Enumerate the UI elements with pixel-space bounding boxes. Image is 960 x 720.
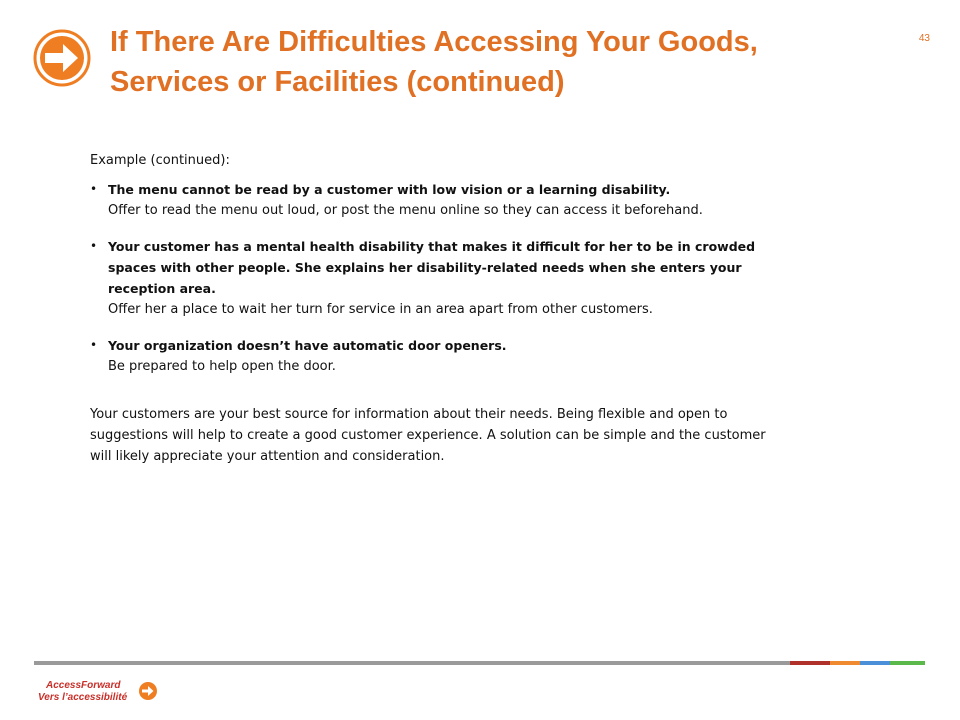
content-body bbox=[90, 150, 770, 467]
page-title: If There Are Difficulties Accessing Your Goods, Services or Facilities (continued) bbox=[110, 26, 758, 98]
footer-bar-red bbox=[790, 661, 830, 665]
footer-bar-orange bbox=[830, 661, 860, 665]
list-item bbox=[90, 236, 770, 320]
logo-text-line1: AccessForward bbox=[46, 680, 121, 691]
logo-text-line2: Vers l’accessibilité bbox=[38, 692, 128, 703]
bullet-heading: • The menu cannot be read by a customer with low vision or a learning disability. bbox=[108, 182, 671, 197]
bullet-list bbox=[90, 179, 770, 377]
accessforward-logo bbox=[38, 678, 168, 708]
closing-paragraph: Your customers are your best source for information about their needs. Being flexible and open to suggestions will help to create a good customer experience. A solution can be simple and the customer will likely appreciate your attention and consideration. bbox=[90, 407, 766, 464]
arrow-circle-small-icon bbox=[138, 681, 158, 701]
footer-bar-green bbox=[890, 661, 925, 665]
footer-bar-blue bbox=[860, 661, 890, 665]
bullet-detail: Offer her a place to wait her turn for service in an area apart from other customers. bbox=[108, 302, 653, 317]
bullet-heading: • Your customer has a mental health disability that makes it difficult for her to be in crowded spaces with other people. She explains her disability-related needs when she enters your reception area. bbox=[108, 239, 756, 296]
bullet-detail: Offer to read the menu out loud, or post the menu online so they can access it beforehand. bbox=[108, 203, 703, 218]
list-item bbox=[90, 179, 770, 221]
intro-text: Example (continued): bbox=[90, 153, 230, 168]
list-item bbox=[90, 335, 770, 377]
arrow-circle-logo-icon bbox=[33, 29, 91, 87]
footer-bar-gray bbox=[34, 661, 790, 665]
footer-color-bar bbox=[34, 661, 925, 665]
bullet-heading: • Your organization doesn’t have automatic door openers. bbox=[108, 338, 507, 353]
slide-number: 43 bbox=[918, 33, 930, 44]
bullet-detail: Be prepared to help open the door. bbox=[108, 359, 336, 374]
